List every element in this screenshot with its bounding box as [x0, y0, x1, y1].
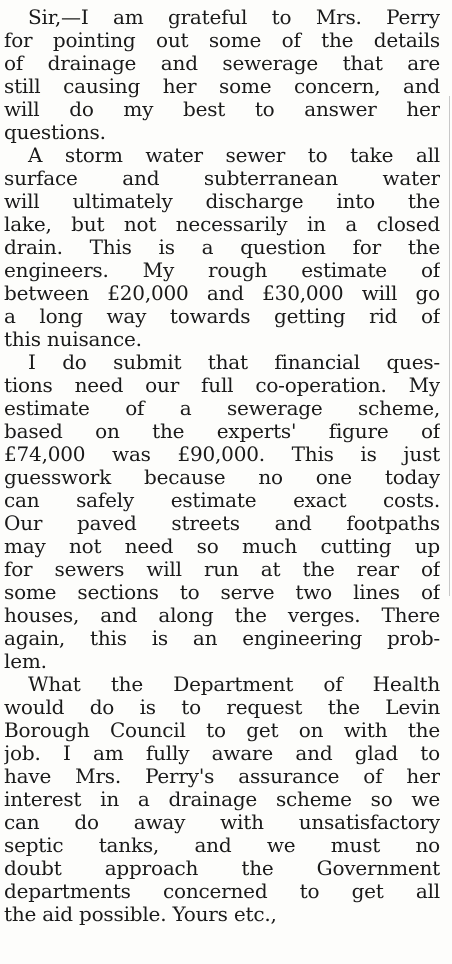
text-line: Sir,—I am grateful to Mrs. Perry — [28, 6, 440, 29]
paragraph-2 — [4, 144, 440, 351]
text-line: £74,000 was £90,000. This is just — [4, 443, 440, 466]
text-line: guesswork because no one today — [4, 466, 440, 489]
text-line: doubt approach the Government — [4, 857, 440, 880]
text-line: lem. — [4, 650, 47, 673]
text-line: Borough Council to get on with the — [4, 719, 440, 742]
text-line: this nuisance. — [4, 328, 142, 351]
text-line: some sections to serve two lines of — [4, 581, 440, 604]
text-line: for sewers will run at the rear of — [4, 558, 440, 581]
text-line: interest in a drainage scheme so we — [4, 788, 440, 811]
text-line: What the Department of Health — [28, 673, 440, 696]
text-line: of drainage and sewerage that are — [4, 52, 440, 75]
text-line: job. I am fully aware and glad to — [4, 742, 440, 765]
text-line: septic tanks, and we must no — [4, 834, 440, 857]
text-line: surface and subterranean water — [4, 167, 440, 190]
text-line: I do submit that financial ques- — [28, 351, 440, 374]
text-line: between £20,000 and £30,000 will go — [4, 282, 440, 305]
paragraph-1 — [4, 6, 440, 144]
paragraph-3 — [4, 351, 440, 673]
text-line: questions. — [4, 121, 106, 144]
text-line: drain. This is a question for the — [4, 236, 440, 259]
text-line: for pointing out some of the details — [4, 29, 440, 52]
text-line: a long way towards getting rid of — [4, 305, 440, 328]
text-line: have Mrs. Perry's assurance of her — [4, 765, 440, 788]
text-line: will ultimately discharge into the — [4, 190, 440, 213]
text-line: will do my best to answer her — [4, 98, 440, 121]
text-line: Our paved streets and footpaths — [4, 512, 440, 535]
column-rule — [449, 96, 450, 596]
text-line: departments concerned to get all — [4, 880, 440, 903]
text-line: estimate of a sewerage scheme, — [4, 397, 440, 420]
text-line: engineers. My rough estimate of — [4, 259, 440, 282]
text-line: can do away with unsatisfactory — [4, 811, 440, 834]
text-line: may not need so much cutting up — [4, 535, 440, 558]
text-line: houses, and along the verges. There — [4, 604, 440, 627]
text-line: based on the experts' figure of — [4, 420, 440, 443]
text-line: still causing her some concern, and — [4, 75, 440, 98]
paragraph-4 — [4, 673, 440, 926]
text-line: can safely estimate exact costs. — [4, 489, 440, 512]
text-line: lake, but not necessarily in a closed — [4, 213, 440, 236]
text-line: tions need our full co-operation. My — [4, 374, 440, 397]
text-line: would do is to request the Levin — [4, 696, 440, 719]
text-line: the aid possible. Yours etc., — [4, 903, 277, 926]
text-line: A storm water sewer to take all — [28, 144, 440, 167]
letter-column — [4, 6, 440, 926]
text-line: again, this is an engineering prob- — [4, 627, 440, 650]
